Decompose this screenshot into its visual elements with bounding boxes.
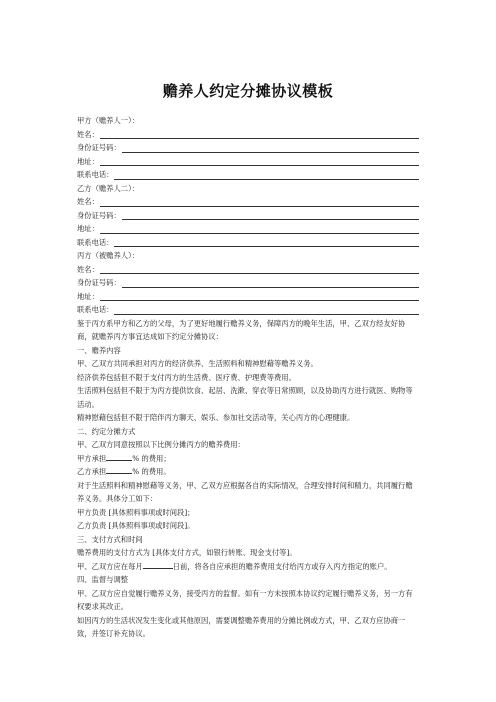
party-b-share-line: 乙方承担 % 的费用。 [77, 467, 171, 476]
section-3-heading: 三、支付方式和时间 [77, 534, 143, 544]
party-b-name-field[interactable]: 姓名： [77, 195, 419, 209]
party-a-share-line: 甲方承担 % 的费用； [77, 453, 171, 463]
section-1-para-1: 甲、乙双方共同承担对丙方的经济供养、生活照料和精神慰藉等赡养义务。 [77, 359, 318, 368]
party-a-id-field[interactable]: 身份证号码： [77, 141, 419, 155]
party-a-phone-field[interactable]: 联系电话： [77, 168, 419, 182]
section-4-para-2: 如因丙方的生活状况发生变化或其他原因，需要调整赡养费用的分摊比例或方式，甲、乙双方应协商一致，并签订补充协议。 [77, 615, 406, 638]
blank-line[interactable] [122, 210, 419, 220]
blank-line[interactable] [100, 197, 419, 207]
section-3-para-2: 甲、乙双方应在每月 日前，将各自应承担的赡养费用支付给丙方或存入丙方指定的账户。 [77, 561, 392, 571]
payment-day-blank[interactable] [143, 560, 173, 569]
section-1-heading: 一、赡养内容 [77, 345, 121, 355]
party-c-name-field[interactable]: 姓名： [77, 263, 419, 277]
document-body [77, 114, 419, 641]
party-c-phone-field[interactable]: 联系电话： [77, 303, 419, 317]
section-4-heading: 四、监督与调整 [77, 575, 129, 584]
blank-line[interactable] [122, 143, 419, 153]
document-title: 赡养人约定分摊协议模板 [162, 82, 334, 100]
section-2-para-2: 对于生活照料和精神慰藉等义务，甲、乙双方应根据各自的实际情况，合理安排时间和精力，共同履行赡养义务。具体分工如下： [77, 480, 413, 503]
party-c-id-field[interactable]: 身份证号码： [77, 276, 419, 290]
blank-line[interactable] [100, 156, 419, 166]
party-c-heading: 丙方（被赡养人）： [77, 251, 140, 260]
blank-line[interactable] [100, 264, 419, 274]
party-b-duty: 乙方负责 [具体照料事项或时间段]。 [77, 521, 195, 530]
section-2-para-1: 甲、乙双方同意按照以下比例分摊丙方的赡养费用： [77, 440, 245, 449]
party-b-address-field[interactable]: 地址： [77, 222, 419, 236]
party-b-heading: 乙方（赡养人二）： [77, 183, 140, 193]
blank-line[interactable] [100, 291, 419, 301]
blank-line[interactable] [114, 170, 419, 180]
section-4-para-1: 甲、乙双方应自觉履行赡养义务，接受丙方的监督。如有一方未按照本协议约定履行赡养义务，另一方有权要求其改正。 [77, 588, 413, 611]
party-b-percent-blank[interactable] [106, 465, 132, 474]
blank-line[interactable] [100, 224, 419, 234]
blank-line[interactable] [114, 305, 419, 315]
party-a-name-field[interactable]: 姓名： [77, 128, 419, 142]
party-a-address-field[interactable]: 地址： [77, 155, 419, 169]
blank-line[interactable] [122, 278, 419, 288]
intro-paragraph: 鉴于丙方系甲方和乙方的父母，为了更好地履行赡养义务，保障丙方的晚年生活，甲、乙双方经友好协商，就赡养丙方事宜达成如下约定分摊协议： [77, 318, 406, 341]
party-b-id-field[interactable]: 身份证号码： [77, 209, 419, 223]
section-1-para-2: 经济供养包括但不限于支付丙方的生活费、医疗费、护理费等费用。 [77, 372, 296, 382]
blank-line[interactable] [114, 237, 419, 247]
section-2-heading: 二、约定分摊方式 [77, 426, 136, 436]
section-1-para-3: 生活照料包括但不限于为丙方提供饮食、起居、洗漱、穿衣等日常照顾，以及协助丙方进行就医、购物等活动。 [77, 386, 413, 409]
blank-line[interactable] [100, 129, 419, 139]
section-1-para-4: 精神慰藉包括但不限于陪伴丙方聊天、娱乐、参加社交活动等，关心丙方的心理健康。 [77, 413, 355, 422]
party-a-percent-blank[interactable] [106, 452, 132, 461]
section-3-para-1: 赡养费用的支付方式为 [具体支付方式，如银行转账、现金支付等]。 [77, 548, 297, 557]
party-b-phone-field[interactable]: 联系电话： [77, 236, 419, 250]
party-a-duty: 甲方负责 [具体照料事项或时间段]； [77, 507, 195, 517]
party-a-heading: 甲方（赡养人一）： [77, 116, 140, 125]
party-c-address-field[interactable]: 地址： [77, 290, 419, 304]
